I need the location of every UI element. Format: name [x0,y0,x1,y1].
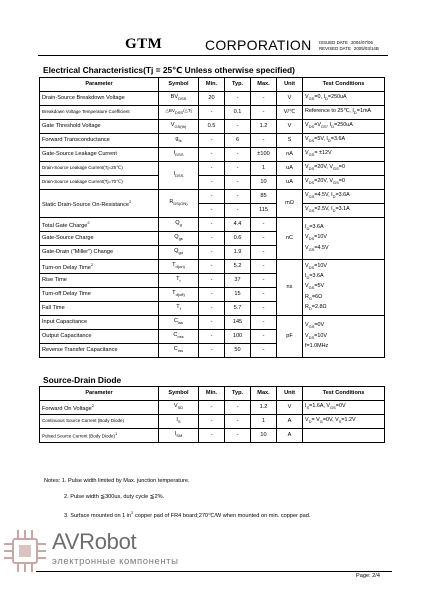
max-cell: - [251,92,277,106]
condition-cell: $V_{GS}=4.5V$, $I_D=3.6A$ [303,190,385,204]
chip-icon [2,528,48,574]
condition-cell: $V_{DS}=5V$, $I_D=3.6A$ [303,134,385,148]
table-row [40,162,385,176]
table-row [40,401,385,415]
max-cell: 115 [251,204,277,218]
symbol-cell: $Q_{gs}$ [159,232,199,246]
condition-cell: $I_D=3.6A$ $V_{DS}=10V$ $V_{GS}=4.5V$ [303,218,385,260]
table-row [40,316,385,330]
symbol-cell: $\triangle BV_{DSS}/\triangle Tj$ [159,106,199,120]
table-row [40,106,385,120]
corporation-text: CORPORATION [205,37,312,53]
symbol-cell: $C_{iss}$ [159,316,199,330]
param-cell: Continuous Source Current (Body Diode) [40,415,159,429]
typ-cell: - [225,415,251,429]
table-row [40,134,385,148]
company-logo-text: GTM [125,36,163,52]
max-cell: - [251,246,277,260]
condition-cell [303,429,385,443]
condition-cell: $V_{DS}=20V$, $V_{GS}=0$ [303,176,385,190]
param-cell: Drain-Source Leakage Current(Tj=25℃) [40,162,159,176]
col-header: Test Conditions [303,387,385,401]
typ-cell: 100 [225,330,251,344]
param-cell: Turn-off Delay Time [40,288,159,302]
source-drain-diode-title: Source-Drain Diode [43,375,122,385]
max-cell: 1.2 [251,401,277,415]
symbol-cell: $T_{d(on)}$ [159,260,199,274]
unit-cell: ns [277,260,303,316]
typ-cell: - [225,92,251,106]
unit-cell: uA [277,162,303,176]
col-header: Parameter [40,387,159,401]
min-cell: - [199,176,225,190]
symbol-cell: $Q_{gd}$ [159,246,199,260]
issued-date-label: ISSUED DATE [319,40,348,45]
max-cell: ±100 [251,148,277,162]
symbol-cell: $I_{GSS}$ [159,148,199,162]
typ-cell: 145 [225,316,251,330]
table-header-row [40,78,385,92]
min-cell: - [199,190,225,204]
table-row [40,176,385,190]
issued-date-value: 2004/07/06 [350,40,373,45]
min-cell: - [199,260,225,274]
max-cell: 10 [251,429,277,443]
table-row [40,218,385,232]
min-cell: - [199,106,225,120]
param-cell: Turn-on Delay Time$^2$ [40,260,159,274]
min-cell: - [199,148,225,162]
symbol-cell: $I_{SM}$ [159,429,199,443]
symbol-cell: $R_{DS(ON)}$ [159,190,199,218]
max-cell: 1 [251,162,277,176]
condition-cell: $V_D= V_G=0V$, $V_S=1.2V$ [303,415,385,429]
document-dates [319,40,379,51]
typ-cell: 5.7 [225,302,251,316]
page-number: Page: 2/4 [356,573,380,579]
typ-cell: 1.9 [225,246,251,260]
param-cell: Drain-Source Breakdown Voltage [40,92,159,106]
symbol-cell: $V_{SD}$ [159,401,199,415]
typ-cell: 37 [225,274,251,288]
typ-cell: - [225,176,251,190]
col-header: Min. [199,387,225,401]
typ-cell: 0.6 [225,232,251,246]
logo-tagline: электронные компоненты [52,556,179,567]
max-cell: - [251,232,277,246]
min-cell: - [199,302,225,316]
col-header: Min. [199,78,225,92]
param-cell: Rise Time [40,274,159,288]
max-cell: - [251,302,277,316]
unit-cell: nA [277,148,303,162]
param-cell: Gate-Source Leakage Current [40,148,159,162]
max-cell: 1 [251,415,277,429]
condition-cell: $V_{GS}=0V$ $V_{DS}=10V$ f=1.0MHz [303,316,385,358]
min-cell: 20 [199,92,225,106]
unit-cell: mΩ [277,190,303,218]
col-header: Parameter [40,78,159,92]
param-cell: Output Capacitance [40,330,159,344]
param-cell: Static Drain-Source On-Resistance$^2$ [40,190,159,218]
logo-brand-text: AVRobot [52,529,137,554]
table-row [40,260,385,274]
param-cell: Pulsed Source Current (Body Diode)$^1$ [40,429,159,443]
unit-cell: nC [277,218,303,260]
condition-cell: $I_S=1.6A$, $V_{GS}=0V$ [303,401,385,415]
symbol-cell: $I_{DSS}$ [159,162,199,190]
min-cell: - [199,330,225,344]
min-cell: - [199,218,225,232]
param-cell: Gate-Drain ("Miller") Change [40,246,159,260]
max-cell: - [251,260,277,274]
col-header: Typ. [225,387,251,401]
footer-rule [36,571,392,572]
typ-cell: - [225,162,251,176]
symbol-cell: $Q_g$ [159,218,199,232]
max-cell: 1.2 [251,120,277,134]
col-header: Unit [277,387,303,401]
unit-cell: pF [277,316,303,358]
typ-cell: - [225,148,251,162]
min-cell: - [199,162,225,176]
electrical-characteristics-table [39,77,385,358]
unit-cell: A [277,429,303,443]
symbol-cell: $C_{oss}$ [159,330,199,344]
col-header: Unit [277,78,303,92]
unit-cell: V [277,92,303,106]
min-cell: - [199,246,225,260]
param-cell: Total Gate Charge$^2$ [40,218,159,232]
max-cell: - [251,288,277,302]
symbol-cell: $T_r$ [159,274,199,288]
col-header: Typ. [225,78,251,92]
min-cell: - [199,134,225,148]
symbol-cell: $T_f$ [159,302,199,316]
max-cell: - [251,316,277,330]
unit-cell: V [277,401,303,415]
typ-cell: 4.4 [225,218,251,232]
table-header-row [40,387,385,401]
col-header: Test Conditions [303,78,385,92]
condition-cell: $V_{DS}=10V$ $I_D=3.6A$ $V_{GS}=5V$ $R_G=6\Omega$ $R_D=2.8\Omega$ [303,260,385,316]
symbol-cell: $BV_{DSS}$ [159,92,199,106]
unit-cell: V [277,120,303,134]
header-rule [38,55,388,56]
table-row [40,429,385,443]
typ-cell: 50 [225,344,251,358]
param-cell: Gate-Source Charge [40,232,159,246]
unit-cell: V/℃ [277,106,303,120]
note-1: Notes: 1. Pulse width limited by Max. junction temperature. [44,478,190,484]
typ-cell: 0.1 [225,106,251,120]
condition-cell: $V_{GS}= \pm 12V$ [303,148,385,162]
unit-cell: S [277,134,303,148]
col-header: Max. [251,387,277,401]
min-cell: - [199,401,225,415]
min-cell: - [199,415,225,429]
typ-cell: - [225,204,251,218]
param-cell: Forward Transconductance [40,134,159,148]
note-2: 2. Pulse width ≦300us, duty cycle ≦2%. [64,493,165,500]
symbol-cell: $V_{GS(th)}$ [159,120,199,134]
condition-cell: $V_{DS}=V_{GS}$, $I_D=250uA$ [303,120,385,134]
param-cell: Drain-Source Leakage Current(Tj=70℃) [40,176,159,190]
typ-cell: - [225,401,251,415]
document-header [0,0,423,60]
condition-cell: Reference to 25℃, $I_D=1mA$ [303,106,385,120]
typ-cell: 5.2 [225,260,251,274]
symbol-cell: $I_S$ [159,415,199,429]
condition-cell: $V_{GS}=2.5V$, $I_D=3.1A$ [303,204,385,218]
symbol-cell: $T_{d(off)}$ [159,288,199,302]
typ-cell: 15 [225,288,251,302]
typ-cell: - [225,429,251,443]
max-cell: - [251,330,277,344]
min-cell: 0.5 [199,120,225,134]
min-cell: - [199,232,225,246]
unit-cell: A [277,415,303,429]
max-cell: - [251,106,277,120]
symbol-cell: $C_{rss}$ [159,344,199,358]
col-header: Max. [251,78,277,92]
min-cell: - [199,204,225,218]
min-cell: - [199,288,225,302]
max-cell: 85 [251,190,277,204]
source-drain-diode-table [39,386,385,443]
avrobot-watermark-logo [2,528,202,596]
col-header: Symbol [159,78,199,92]
min-cell: - [199,316,225,330]
electrical-characteristics-title: Electrical Characteristics(Tj = 25℃ Unless otherwise specified) [43,65,295,75]
table-row [40,148,385,162]
condition-cell: $V_{DS}=20V$, $V_{GS}=0$ [303,162,385,176]
table-row [40,120,385,134]
param-cell: Input Capacitance [40,316,159,330]
typ-cell: - [225,190,251,204]
max-cell: - [251,218,277,232]
param-cell: Gate Threshold Voltage [40,120,159,134]
col-header: Symbol [159,387,199,401]
max-cell: - [251,274,277,288]
min-cell: - [199,274,225,288]
symbol-cell: $g_{fs}$ [159,134,199,148]
max-cell: - [251,134,277,148]
min-cell: - [199,429,225,443]
min-cell: - [199,344,225,358]
unit-cell: uA [277,176,303,190]
typ-cell: 6 [225,134,251,148]
table-row [40,415,385,429]
typ-cell: - [225,120,251,134]
notes-block [44,474,310,524]
table-row [40,92,385,106]
revised-date-label: REVISED DATE [319,45,351,51]
param-cell: Reverse Transfer Capacitance [40,344,159,358]
revised-date-value: 2005/03/14B [353,45,379,51]
param-cell: Breakdown Voltage Temperature Coefficient [40,106,159,120]
note-3: 3. Surface mounted on 1 $in^2$ copper pad of FR4 board;270℃/W when mounted on min. copper pad. [64,510,311,519]
param-cell: Forward On Voltage$^2$ [40,401,159,415]
max-cell: - [251,344,277,358]
table-row [40,190,385,204]
param-cell: Fall Time [40,302,159,316]
max-cell: 10 [251,176,277,190]
condition-cell: $V_{GS}=0$, $I_D=250uA$ [303,92,385,106]
